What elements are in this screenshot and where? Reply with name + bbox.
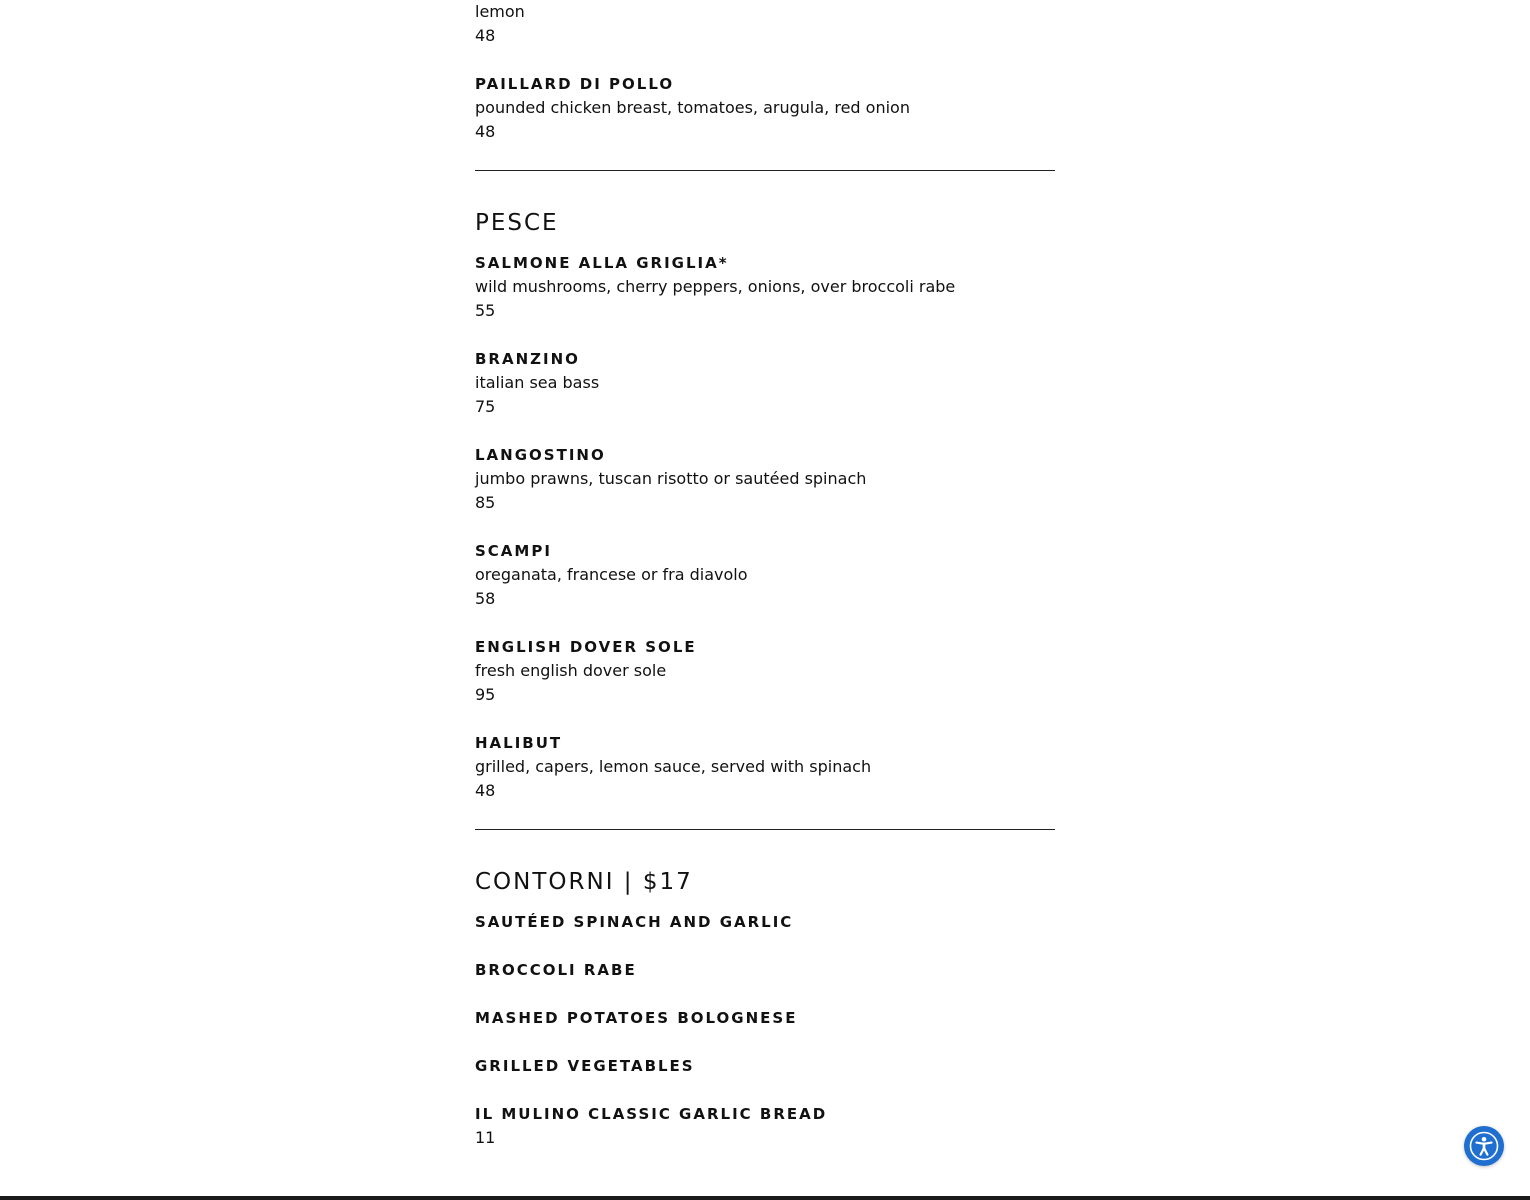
- menu-item: [475, 72, 1055, 144]
- accessibility-button[interactable]: [1464, 1126, 1504, 1166]
- side-item: [475, 958, 1055, 982]
- section-title: CONTORNI | $17: [475, 869, 693, 895]
- menu-item-price: 95: [475, 685, 496, 704]
- side-item-name: SAUTÉED SPINACH AND GARLIC: [475, 913, 794, 931]
- menu-item-price: 48: [475, 781, 496, 800]
- menu-item-name: SCAMPI: [475, 542, 552, 560]
- menu-item: [475, 347, 1055, 419]
- menu-item-price: 85: [475, 493, 496, 512]
- menu-item-name: LANGOSTINO: [475, 446, 606, 464]
- menu-item: [475, 731, 1055, 803]
- side-item: [475, 1054, 1055, 1078]
- menu-item-price: 58: [475, 589, 496, 608]
- side-item-name: GRILLED VEGETABLES: [475, 1057, 695, 1075]
- side-item-name: MASHED POTATOES BOLOGNESE: [475, 1009, 798, 1027]
- menu-item-description: grilled, capers, lemon sauce, served with spinach: [475, 757, 872, 776]
- menu-item-price: 75: [475, 397, 496, 416]
- menu-item-name: SALMONE ALLA GRIGLIA*: [475, 254, 729, 272]
- section-divider: [475, 829, 1055, 830]
- menu-item-description: italian sea bass: [475, 373, 600, 392]
- side-item: [475, 1102, 1055, 1150]
- menu-item: [475, 443, 1055, 515]
- menu-item-name: PAILLARD DI POLLO: [475, 75, 675, 93]
- side-item: [475, 1006, 1055, 1030]
- contorni-section: [475, 866, 1055, 1150]
- menu-item-price: 48: [475, 122, 496, 141]
- side-item: [475, 910, 1055, 934]
- side-item-name: BROCCOLI RABE: [475, 961, 637, 979]
- menu-item-description-tail: lemon: [475, 2, 525, 21]
- menu-item-name: BRANZINO: [475, 350, 580, 368]
- menu-item-description: wild mushrooms, cherry peppers, onions, over broccoli rabe: [475, 277, 956, 296]
- menu-item-price: 55: [475, 301, 496, 320]
- menu-item-price: 48: [475, 26, 496, 45]
- menu-item-partial: [475, 0, 1055, 48]
- menu-item-name: HALIBUT: [475, 734, 563, 752]
- side-item-name: IL MULINO CLASSIC GARLIC BREAD: [475, 1105, 828, 1123]
- menu-item-description: fresh english dover sole: [475, 661, 667, 680]
- section-divider: [475, 170, 1055, 171]
- bottom-bar: [0, 1196, 1530, 1200]
- menu-item-description: jumbo prawns, tuscan risotto or sautéed spinach: [475, 469, 867, 488]
- pesce-section: [475, 207, 1055, 803]
- accessibility-icon: [1469, 1131, 1499, 1161]
- menu-item-description: oreganata, francese or fra diavolo: [475, 565, 748, 584]
- side-item-price: 11: [475, 1128, 496, 1147]
- section-title: PESCE: [475, 210, 559, 236]
- menu-column: [475, 0, 1055, 1174]
- menu-item: [475, 251, 1055, 323]
- menu-item: [475, 635, 1055, 707]
- menu-item-description: pounded chicken breast, tomatoes, arugula, red onion: [475, 98, 910, 117]
- menu-item-name: ENGLISH DOVER SOLE: [475, 638, 697, 656]
- menu-item: [475, 539, 1055, 611]
